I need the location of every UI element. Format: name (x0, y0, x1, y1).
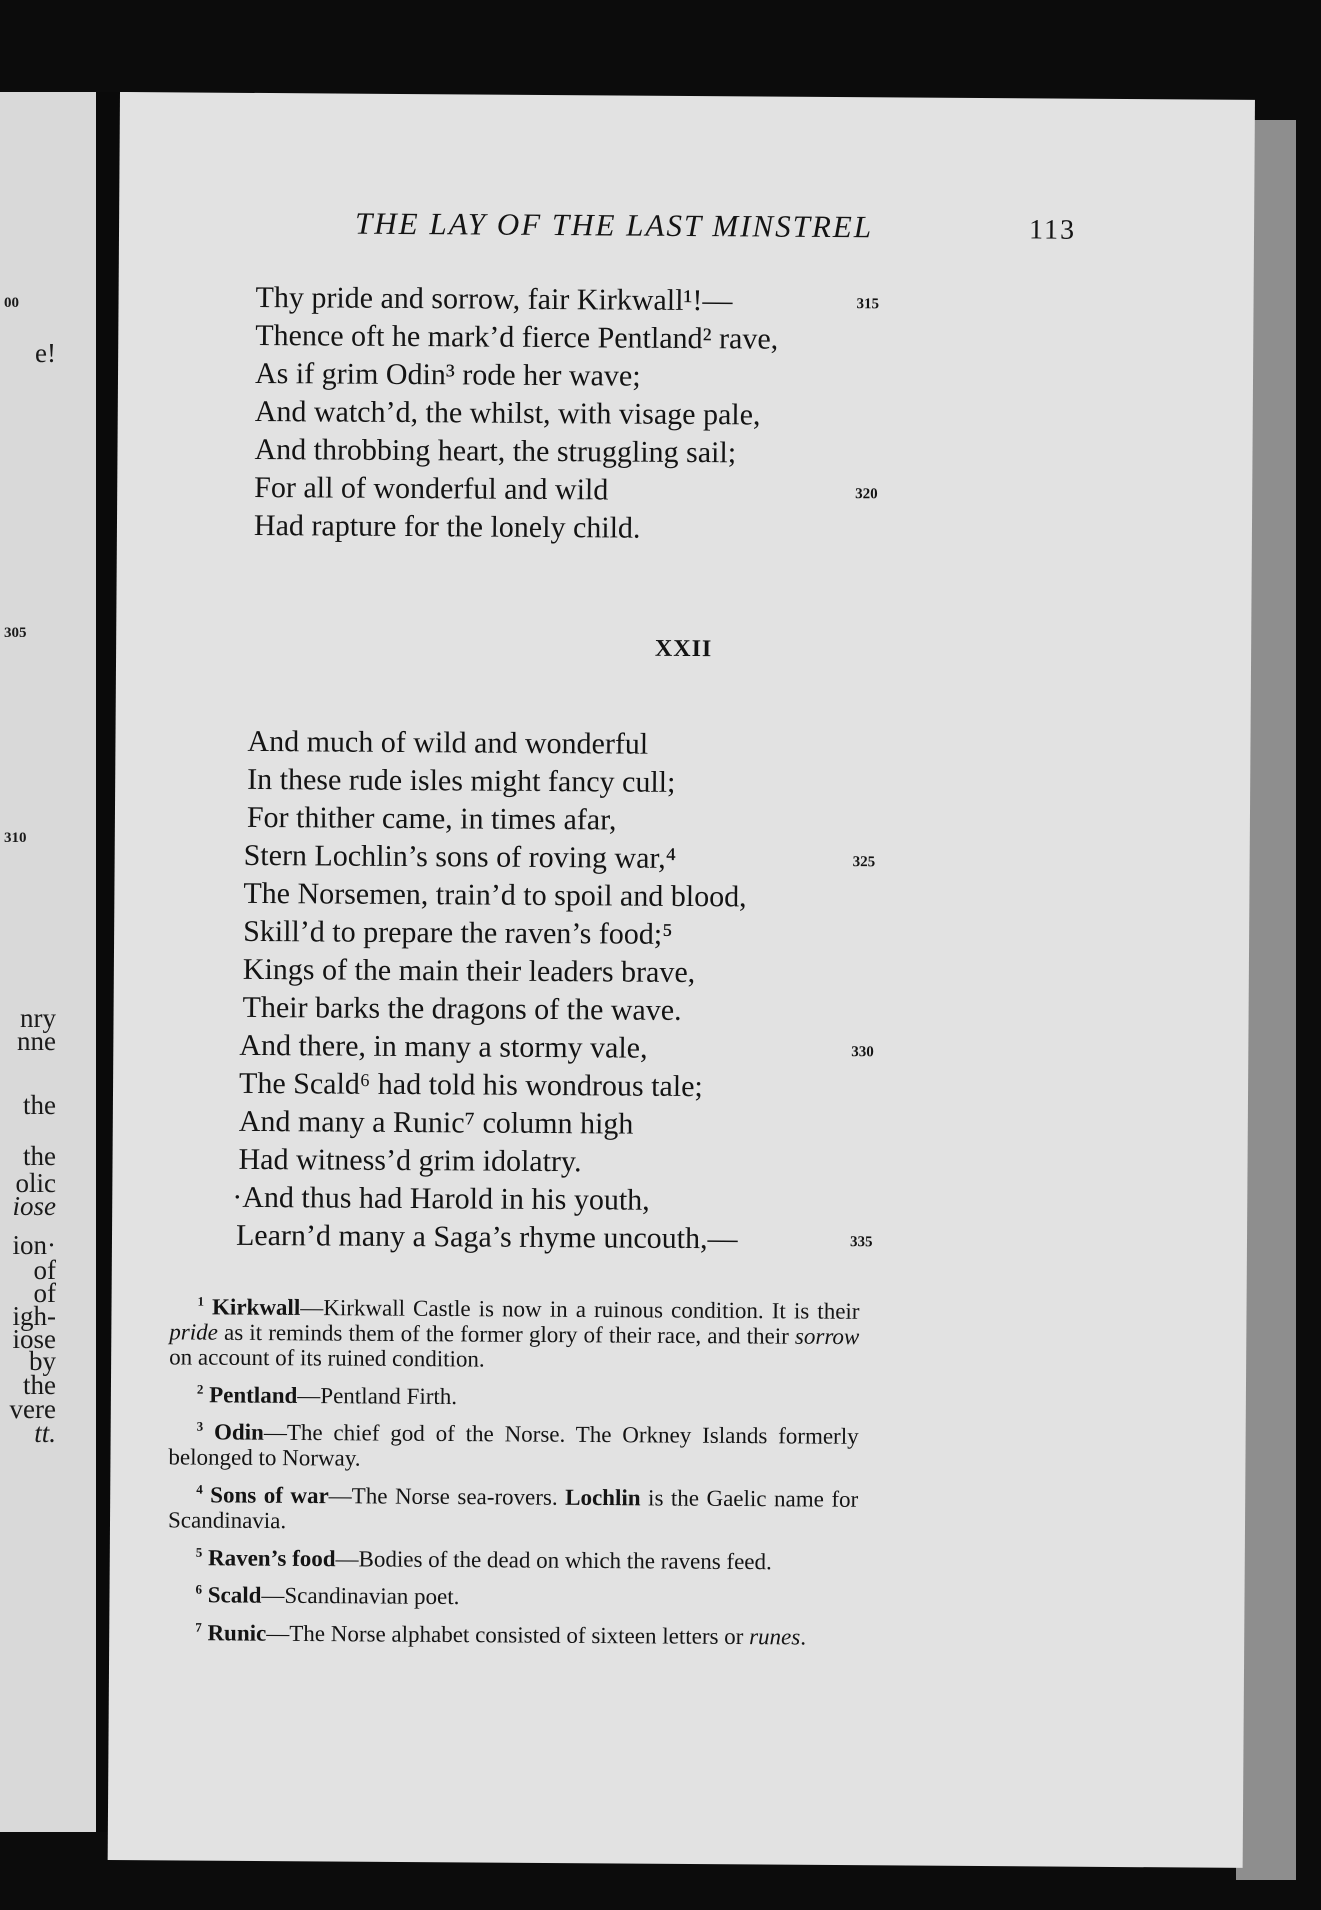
line-number: 315 (856, 296, 880, 313)
footnote-term: Runic (207, 1620, 267, 1646)
left-page-text-fragment: by (29, 1346, 56, 1376)
footnote-5 (168, 1539, 858, 1574)
verse-text: And much of wild and wonderful (247, 724, 649, 761)
footnote-3 (168, 1414, 858, 1474)
footnote-term: Pentland (209, 1381, 298, 1408)
line-number: 325 (852, 854, 876, 871)
left-page-text-fragment: iose (12, 1324, 56, 1354)
footnote-text: —Bodies of the dead on which the ravens feed. (335, 1545, 772, 1574)
left-page-text-fragment: of (33, 1278, 56, 1308)
footnote-text: . (800, 1624, 807, 1650)
verse-text: Learn’d many a Saga’s rhyme uncouth,— (235, 1218, 738, 1256)
footnote-marker: 6 (195, 1581, 203, 1597)
left-page-text-fragment: tt. (34, 1418, 56, 1448)
footnote-text: —The Norse alphabet consisted of sixteen letters or (266, 1620, 750, 1650)
footnote-text: as it reminds them of the former glory of their race, and their (217, 1319, 796, 1349)
footnote-italic-word: runes (749, 1624, 801, 1650)
line-number: 320 (855, 486, 878, 503)
left-page-text-fragment: vere (9, 1394, 56, 1424)
verse-text: Thy pride and sorrow, fair Kirkwall¹!— (255, 280, 733, 318)
verse-text: Thence oft he mark’d fierce Pentland² rave, (255, 318, 779, 356)
left-page-line-number: 310 (4, 830, 27, 846)
verse-text: Stern Lochlin’s sons of roving war,⁴ (243, 838, 677, 875)
footnote-6 (167, 1577, 857, 1612)
book-page (108, 92, 1255, 1868)
left-page-text-fragment: igh- (12, 1301, 56, 1331)
verse-text: Had rapture for the lonely child. (253, 508, 641, 545)
left-page-text-fragment: of (33, 1255, 56, 1285)
footnote-marker: 7 (195, 1619, 202, 1635)
left-page-line-number: 305 (4, 625, 27, 641)
verse-text: The Norsemen, train’d to spoil and blood, (243, 876, 747, 914)
running-title: THE LAY OF THE LAST MINSTREL (354, 205, 874, 245)
footnote-1 (169, 1288, 860, 1373)
footnote-text: —The chief god of the Norse. The Orkney Islands formerly belonged to Norway. (168, 1420, 859, 1471)
footnote-marker: 1 (197, 1293, 205, 1309)
left-page-text-fragment: olic (15, 1168, 56, 1198)
left-facing-page (0, 92, 98, 1832)
verse-text: In these rude isles might fancy cull; (247, 762, 676, 799)
left-page-text-fragment: nne (17, 1026, 56, 1056)
verse-text: For thither came, in times afar, (246, 800, 617, 837)
footnote-marker: 3 (196, 1418, 204, 1434)
footnote-term: Scald (207, 1582, 262, 1608)
page-header (119, 204, 1254, 252)
footnote-2 (169, 1376, 859, 1411)
footnote-text: —Kirkwall Castle is now in a ruinous condition. It is their (300, 1294, 860, 1324)
stanza-xxii (112, 722, 1251, 1262)
footnote-term: Odin (213, 1419, 264, 1446)
verse-line (117, 506, 1252, 552)
left-page-text-fragment: e! (35, 338, 56, 368)
left-page-text-fragment: ion· (12, 1230, 56, 1260)
left-page-text-fragment: the (23, 1090, 56, 1120)
verse-text: Their barks the dragons of the wave. (242, 990, 682, 1027)
verse-text: ·And thus had Harold in his youth, (232, 1180, 650, 1217)
footnote-text: —The Norse sea-rovers. (328, 1483, 566, 1510)
verse-text: Kings of the main their leaders brave, (242, 952, 696, 990)
page-number: 113 (1028, 214, 1077, 246)
footnote-text: —Scandinavian poet. (261, 1582, 460, 1610)
footnote-term: Lochlin (565, 1484, 641, 1511)
footnote-term: Raven’s food (207, 1544, 336, 1571)
footnote-text: is the Gaelic name for Scandinavia. (167, 1485, 859, 1533)
verse-text: The Scald⁶ had told his wondrous tale; (238, 1066, 703, 1104)
footnote-marker: 2 (196, 1381, 204, 1397)
left-page-text-fragment: iose (12, 1191, 56, 1221)
verse-text: And throbbing heart, the struggling sail; (254, 432, 737, 470)
left-page-text-fragment: the (23, 1141, 56, 1171)
verse-text: And there, in many a stormy vale, (239, 1028, 648, 1065)
left-page-text-fragment: the (23, 1370, 56, 1400)
footnote-term: Sons of war (210, 1482, 329, 1509)
line-number: 335 (849, 1234, 873, 1251)
footnote-italic-word: pride (169, 1319, 218, 1345)
verse-text: For all of wonderful and wild (254, 470, 609, 507)
verse-text: Had witness’d grim idolatry. (238, 1142, 582, 1179)
footnote-marker: 5 (195, 1544, 203, 1560)
section-numeral: XXII (654, 635, 713, 663)
footnote-term: Kirkwall (212, 1294, 301, 1320)
footnote-text: —Pentland Firth. (297, 1382, 458, 1409)
stanza-xxi-end (117, 278, 1254, 552)
footnote-7 (167, 1614, 857, 1649)
line-number: 330 (851, 1044, 874, 1061)
footnote-text: on account of its ruined condition. (169, 1344, 485, 1372)
footnotes (167, 1288, 860, 1656)
verse-text: And many a Runic⁷ column high (238, 1104, 634, 1141)
left-page-text-fragment: nry (20, 1003, 56, 1033)
footnote-italic-word: sorrow (794, 1323, 860, 1349)
verse-text: Skill’d to prepare the raven’s food;⁵ (243, 914, 673, 951)
verse-text: As if grim Odin³ rode her wave; (254, 356, 641, 393)
verse-line (112, 1216, 1247, 1262)
left-page-line-number: 00 (4, 295, 19, 311)
footnote-marker: 4 (196, 1481, 203, 1497)
verse-text: And watch’d, the whilst, with visage pale, (254, 394, 761, 432)
footnote-4 (168, 1476, 858, 1536)
